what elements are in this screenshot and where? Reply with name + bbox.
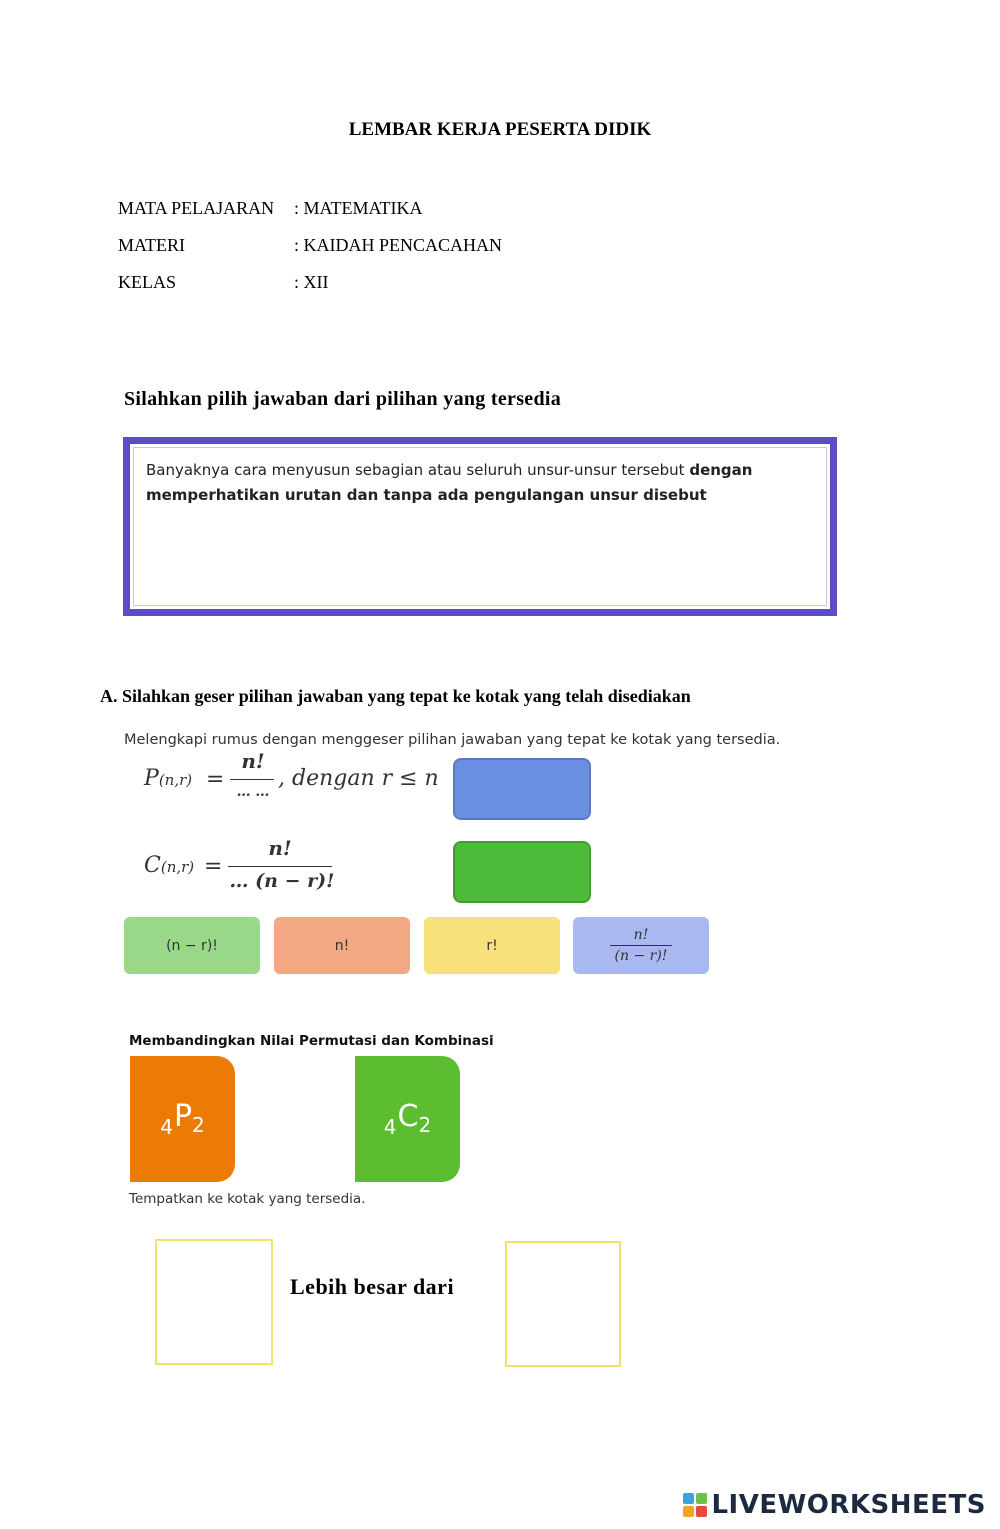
choice-r-factorial[interactable]: r!: [424, 917, 560, 974]
comparison-text: Lebih besar dari: [290, 1274, 455, 1299]
formula-p-equals: =: [206, 767, 225, 792]
section-a-instruction: Melengkapi rumus dengan menggeser pilihan jawaban yang tepat ke kotak yang tersedia.: [124, 732, 781, 748]
formula-c-denominator: … (n − r)!: [229, 870, 335, 892]
meta-label-subject: MATA PELAJARAN: [118, 198, 275, 218]
formula-p-fraction-line: [230, 779, 274, 780]
page-title: LEMBAR KERJA PESERTA DIDIK: [348, 119, 652, 140]
choice-n-minus-r-factorial[interactable]: (n − r)!: [124, 917, 260, 974]
meta-value-subject: : MATEMATIKA: [294, 198, 423, 218]
drop-box-permutation[interactable]: [453, 758, 591, 820]
formula-p-lhs: P(n,r): [144, 766, 193, 791]
liveworksheets-logo: [683, 1490, 986, 1520]
logo-text: LIVEWORKSHEETS: [711, 1490, 986, 1520]
formula-p-denominator: … …: [236, 784, 270, 800]
meta-label-material: MATERI: [118, 235, 185, 255]
drop-box-combination[interactable]: [453, 841, 591, 903]
choice-fraction-denominator: (n − r)!: [614, 948, 668, 964]
meta-label-class: KELAS: [118, 272, 176, 292]
meta-value-material: : KAIDAH PENCACAHAN: [294, 235, 503, 255]
question1-heading: Silahkan pilih jawaban dari pilihan yang tersedia: [124, 388, 562, 410]
place-instruction: Tempatkan ke kotak yang tersedia.: [129, 1191, 366, 1207]
formula-c-lhs: C(n,r): [144, 853, 195, 878]
formula-p-condition: , dengan r ≤ n: [278, 766, 439, 791]
compare-heading: Membandingkan Nilai Permutasi dan Kombinasi: [129, 1033, 494, 1049]
choice-n-factorial[interactable]: n!: [274, 917, 410, 974]
drop-box-left[interactable]: [155, 1239, 273, 1365]
choice-permutation-fraction[interactable]: [573, 917, 709, 974]
formula-c-fraction-line: [228, 866, 332, 867]
card-permutation-4p2[interactable]: $_4P_2$: [130, 1056, 235, 1182]
definition-text: Banyaknya cara menyusun sebagian atau seluruh unsur-unsur tersebut dengan memperhatikan urutan dan tanpa ada pengulangan unsur disebut: [146, 461, 753, 504]
logo-grid-icon: [683, 1493, 707, 1517]
drop-box-right[interactable]: [505, 1241, 621, 1367]
formula-p-numerator: n!: [241, 749, 265, 773]
choice-fraction-numerator: n!: [633, 927, 649, 943]
formula-c-numerator: n!: [268, 836, 292, 860]
card-combination-4c2[interactable]: $_4C_2$: [355, 1056, 460, 1182]
choice-fraction-line: [610, 945, 672, 946]
definition-answer-box[interactable]: [123, 437, 837, 616]
meta-value-class: : XII: [294, 272, 329, 292]
formula-c-equals: =: [204, 854, 223, 879]
section-a-heading: A. Silahkan geser pilihan jawaban yang tepat ke kotak yang telah disediakan: [100, 686, 691, 706]
